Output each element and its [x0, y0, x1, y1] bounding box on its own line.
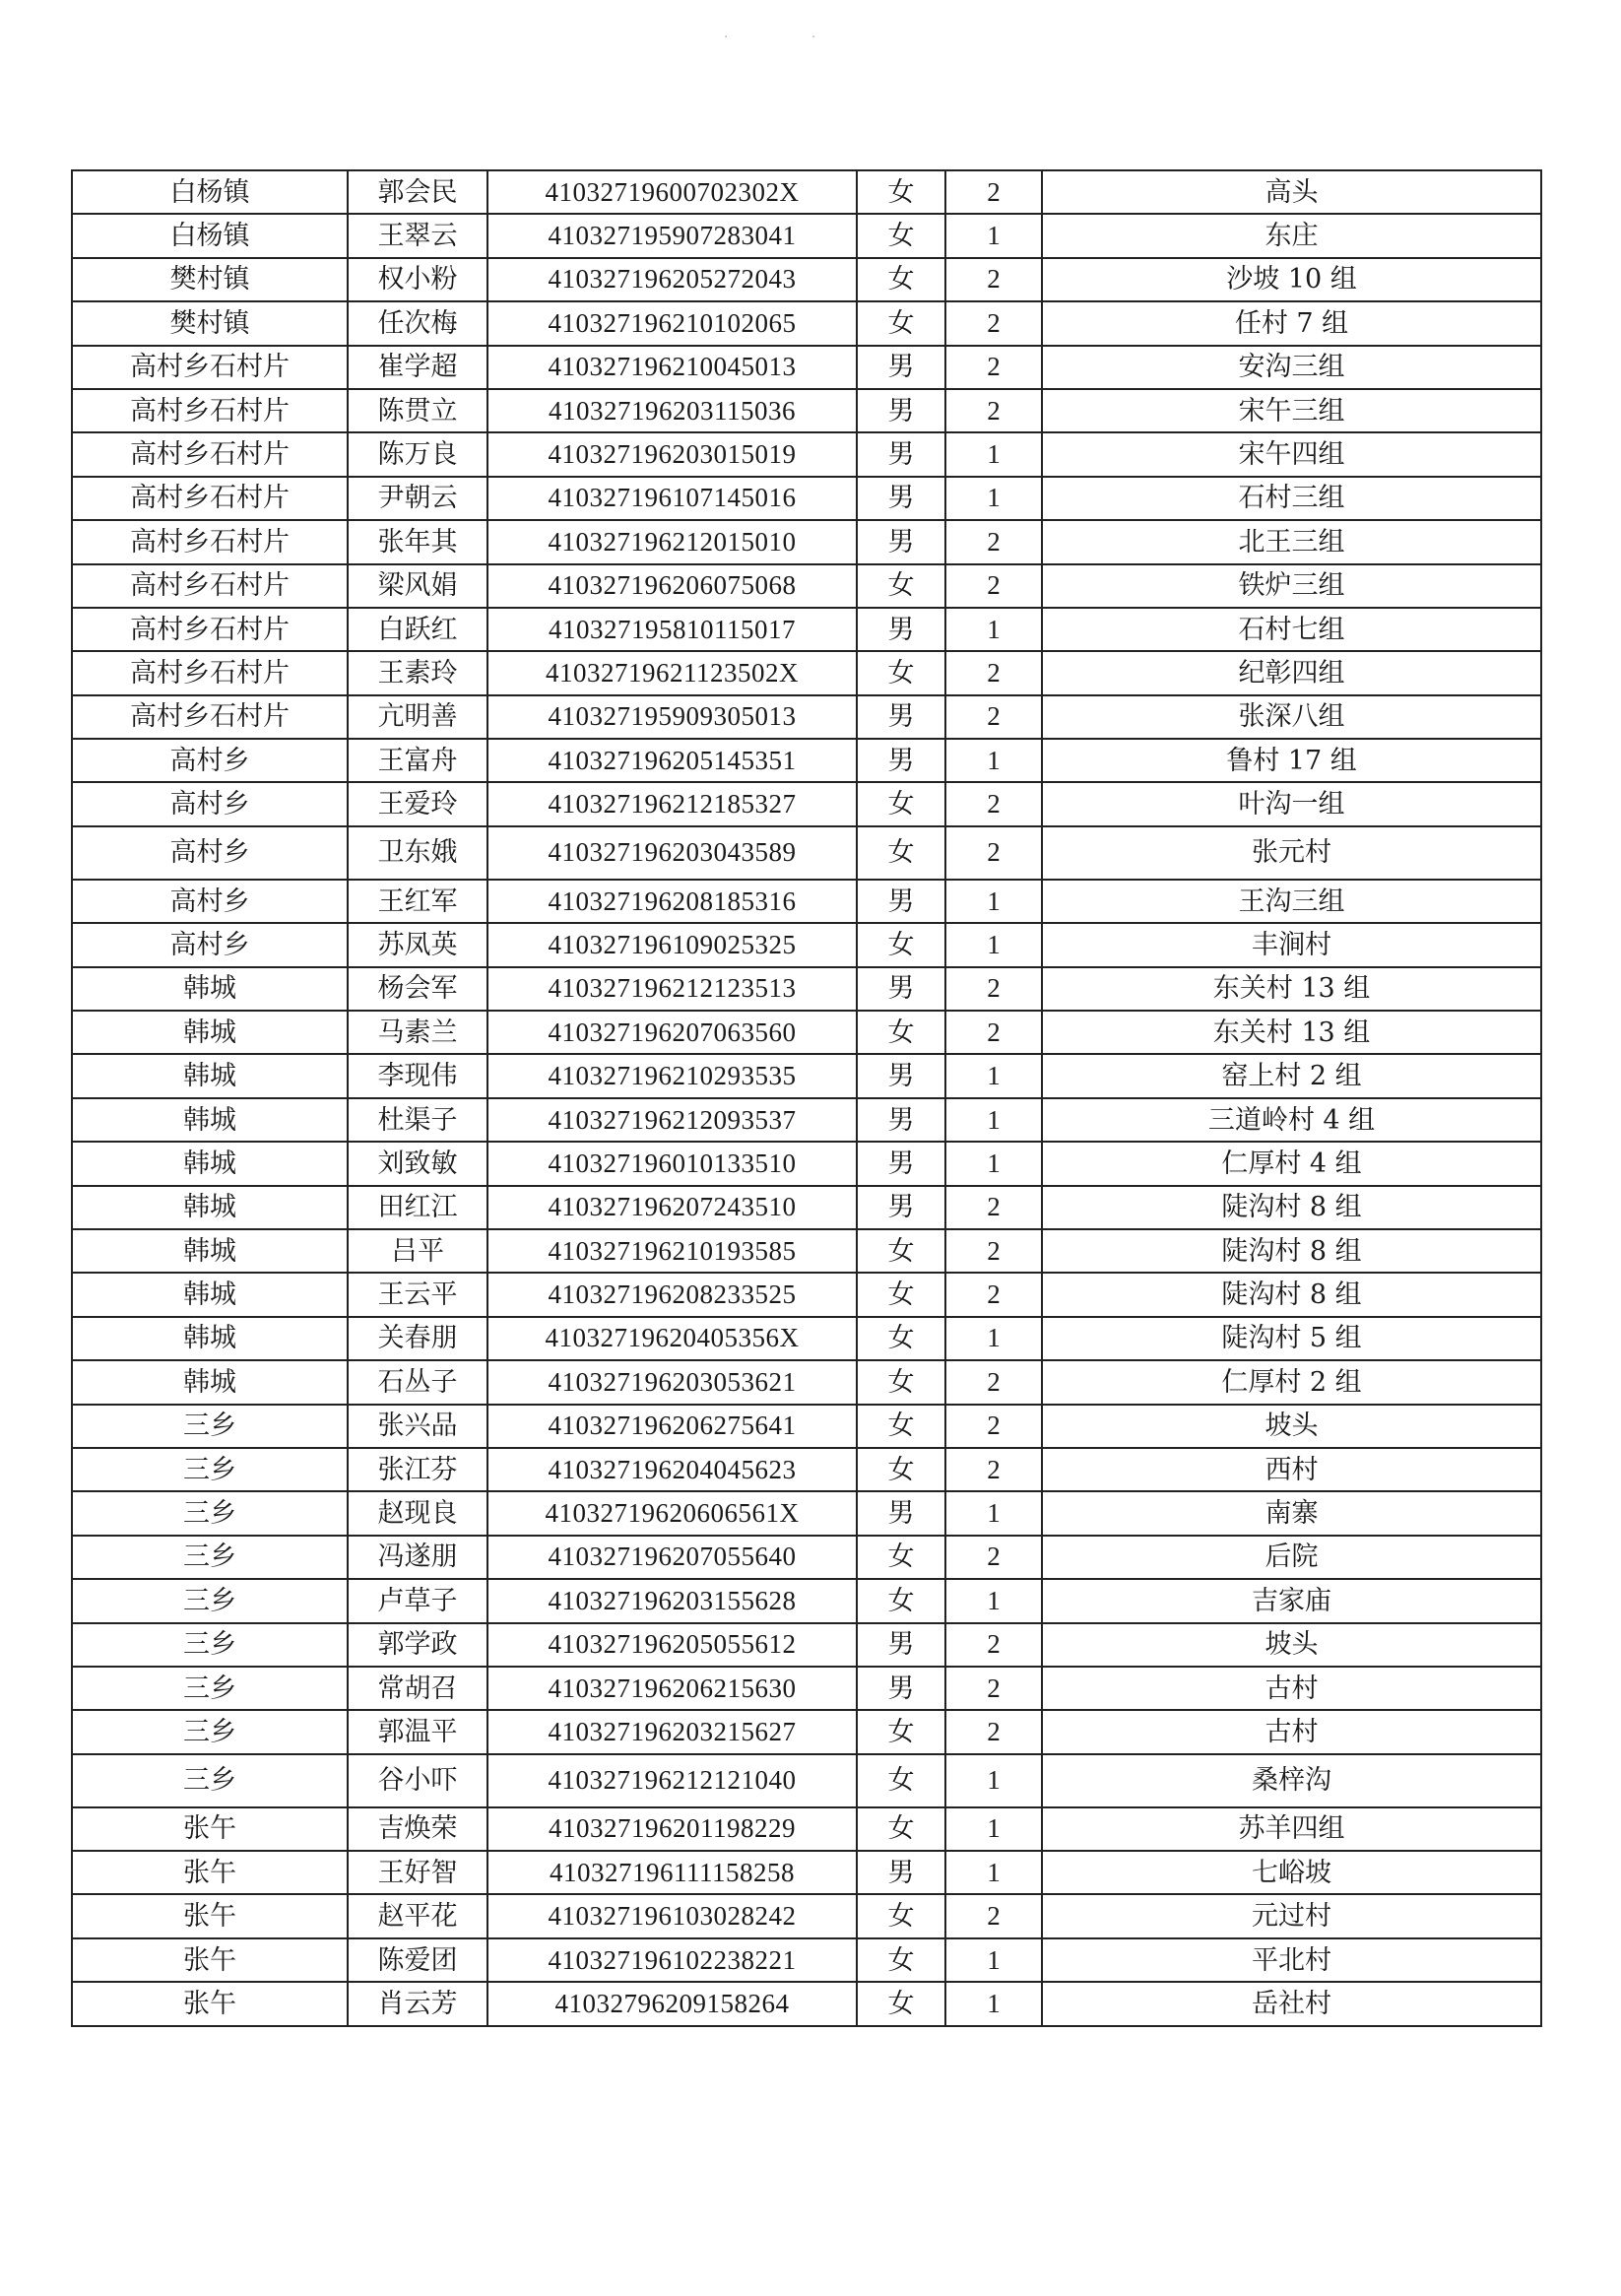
gender-cell: 女: [857, 1710, 945, 1753]
township-cell: 张午: [72, 1982, 348, 2025]
id-number-cell: 410327196203015019: [487, 432, 857, 476]
id-number-cell: 410327196206215630: [487, 1667, 857, 1710]
table-row: [72, 258, 1541, 301]
table-row: [72, 1667, 1541, 1710]
count-cell: 2: [945, 695, 1042, 739]
id-number-cell: 410327196210045013: [487, 346, 857, 389]
name-cell: 白跃红: [348, 608, 487, 651]
table-row: [72, 214, 1541, 257]
gender-cell: 女: [857, 564, 945, 608]
village-cell: 东关村 13 组: [1042, 967, 1541, 1011]
table-row: [72, 739, 1541, 782]
village-cell: 鲁村 17 组: [1042, 739, 1541, 782]
table-row: [72, 695, 1541, 739]
village-cell: 丰涧村: [1042, 923, 1541, 966]
village-cell: 古村: [1042, 1710, 1541, 1753]
township-cell: 三乡: [72, 1579, 348, 1622]
village-cell: 岳社村: [1042, 1982, 1541, 2025]
township-cell: 韩城: [72, 1011, 348, 1054]
township-cell: 韩城: [72, 967, 348, 1011]
village-cell: 南寨: [1042, 1491, 1541, 1535]
village-cell: 叶沟一组: [1042, 782, 1541, 825]
count-cell: 1: [945, 1579, 1042, 1622]
village-cell: 吉家庙: [1042, 1579, 1541, 1622]
count-cell: 1: [945, 477, 1042, 520]
name-cell: 冯遂朋: [348, 1536, 487, 1579]
gender-cell: 男: [857, 1186, 945, 1229]
name-cell: 卫东娥: [348, 826, 487, 880]
gender-cell: 男: [857, 346, 945, 389]
id-number-cell: 410327196203155628: [487, 1579, 857, 1622]
village-cell: 桑梓沟: [1042, 1754, 1541, 1807]
village-cell: 任村 7 组: [1042, 301, 1541, 345]
count-cell: 2: [945, 1623, 1042, 1667]
id-number-cell: 41032719620405356X: [487, 1317, 857, 1360]
township-cell: 高村乡石村片: [72, 695, 348, 739]
name-cell: 王云平: [348, 1273, 487, 1316]
table-row: [72, 1982, 1541, 2025]
count-cell: 2: [945, 1229, 1042, 1273]
village-cell: 陡沟村 8 组: [1042, 1186, 1541, 1229]
gender-cell: 女: [857, 1011, 945, 1054]
township-cell: 韩城: [72, 1054, 348, 1097]
table-row: [72, 1754, 1541, 1807]
gender-cell: 男: [857, 1667, 945, 1710]
township-cell: 三乡: [72, 1405, 348, 1448]
id-number-cell: 410327196203043589: [487, 826, 857, 880]
count-cell: 1: [945, 1807, 1042, 1851]
roster-table: [71, 169, 1542, 2027]
township-cell: 张午: [72, 1851, 348, 1894]
count-cell: 1: [945, 1491, 1042, 1535]
id-number-cell: 410327196208233525: [487, 1273, 857, 1316]
gender-cell: 女: [857, 826, 945, 880]
name-cell: 陈爱团: [348, 1938, 487, 1982]
count-cell: 2: [945, 520, 1042, 563]
village-cell: 后院: [1042, 1536, 1541, 1579]
count-cell: 1: [945, 1098, 1042, 1142]
gender-cell: 女: [857, 1982, 945, 2025]
table-row: [72, 608, 1541, 651]
township-cell: 高村乡石村片: [72, 346, 348, 389]
gender-cell: 女: [857, 1317, 945, 1360]
id-number-cell: 410327196205055612: [487, 1623, 857, 1667]
table-row: [72, 1894, 1541, 1937]
table-row: [72, 1938, 1541, 1982]
gender-cell: 女: [857, 170, 945, 214]
gender-cell: 女: [857, 1360, 945, 1404]
village-cell: 王沟三组: [1042, 880, 1541, 923]
table-row: [72, 432, 1541, 476]
count-cell: 2: [945, 1667, 1042, 1710]
table-row: [72, 1360, 1541, 1404]
village-cell: 安沟三组: [1042, 346, 1541, 389]
id-number-cell: 410327196205272043: [487, 258, 857, 301]
count-cell: 1: [945, 1851, 1042, 1894]
id-number-cell: 410327196203053621: [487, 1360, 857, 1404]
id-number-cell: 410327196206275641: [487, 1405, 857, 1448]
gender-cell: 男: [857, 389, 945, 432]
township-cell: 三乡: [72, 1491, 348, 1535]
table-row: [72, 826, 1541, 880]
village-cell: 张深八组: [1042, 695, 1541, 739]
gender-cell: 男: [857, 967, 945, 1011]
township-cell: 高村乡石村片: [72, 520, 348, 563]
id-number-cell: 410327196210293535: [487, 1054, 857, 1097]
village-cell: 苏羊四组: [1042, 1807, 1541, 1851]
township-cell: 张午: [72, 1807, 348, 1851]
name-cell: 王好智: [348, 1851, 487, 1894]
table-row: [72, 1098, 1541, 1142]
gender-cell: 女: [857, 782, 945, 825]
township-cell: 三乡: [72, 1710, 348, 1753]
village-cell: 仁厚村 4 组: [1042, 1142, 1541, 1185]
id-number-cell: 410327196212123513: [487, 967, 857, 1011]
township-cell: 樊村镇: [72, 258, 348, 301]
count-cell: 1: [945, 880, 1042, 923]
village-cell: 仁厚村 2 组: [1042, 1360, 1541, 1404]
name-cell: 张年其: [348, 520, 487, 563]
gender-cell: 男: [857, 880, 945, 923]
id-number-cell: 410327196107145016: [487, 477, 857, 520]
gender-cell: 男: [857, 1054, 945, 1097]
township-cell: 韩城: [72, 1186, 348, 1229]
gender-cell: 男: [857, 477, 945, 520]
id-number-cell: 410327196210193585: [487, 1229, 857, 1273]
count-cell: 1: [945, 1317, 1042, 1360]
village-cell: 陡沟村 5 组: [1042, 1317, 1541, 1360]
id-number-cell: 410327195907283041: [487, 214, 857, 257]
gender-cell: 男: [857, 1142, 945, 1185]
gender-cell: 女: [857, 1754, 945, 1807]
gender-cell: 男: [857, 1098, 945, 1142]
table-row: [72, 1273, 1541, 1316]
id-number-cell: 410327196109025325: [487, 923, 857, 966]
name-cell: 崔学超: [348, 346, 487, 389]
id-number-cell: 410327196203115036: [487, 389, 857, 432]
id-number-cell: 41032796209158264: [487, 1982, 857, 2025]
name-cell: 赵现良: [348, 1491, 487, 1535]
name-cell: 梁风娟: [348, 564, 487, 608]
gender-cell: 男: [857, 608, 945, 651]
name-cell: 关春朋: [348, 1317, 487, 1360]
village-cell: 高头: [1042, 170, 1541, 214]
count-cell: 1: [945, 1982, 1042, 2025]
village-cell: 平北村: [1042, 1938, 1541, 1982]
table-row: [72, 1710, 1541, 1753]
village-cell: 石村七组: [1042, 608, 1541, 651]
id-number-cell: 410327196201198229: [487, 1807, 857, 1851]
id-number-cell: 410327196010133510: [487, 1142, 857, 1185]
name-cell: 张江芬: [348, 1448, 487, 1491]
table-row: [72, 880, 1541, 923]
table-row: [72, 651, 1541, 694]
township-cell: 高村乡石村片: [72, 477, 348, 520]
table-row: [72, 923, 1541, 966]
township-cell: 高村乡石村片: [72, 389, 348, 432]
id-number-cell: 410327195810115017: [487, 608, 857, 651]
count-cell: 1: [945, 1754, 1042, 1807]
table-row: [72, 1807, 1541, 1851]
gender-cell: 男: [857, 432, 945, 476]
name-cell: 卢草子: [348, 1579, 487, 1622]
township-cell: 高村乡石村片: [72, 564, 348, 608]
count-cell: 2: [945, 1710, 1042, 1753]
table-row: [72, 170, 1541, 214]
table-row: [72, 346, 1541, 389]
name-cell: 王富舟: [348, 739, 487, 782]
gender-cell: 女: [857, 1448, 945, 1491]
table-row: [72, 1229, 1541, 1273]
table-row: [72, 477, 1541, 520]
village-cell: 元过村: [1042, 1894, 1541, 1937]
gender-cell: 女: [857, 1807, 945, 1851]
name-cell: 苏凤英: [348, 923, 487, 966]
name-cell: 王翠云: [348, 214, 487, 257]
gender-cell: 女: [857, 1938, 945, 1982]
count-cell: 2: [945, 651, 1042, 694]
name-cell: 郭温平: [348, 1710, 487, 1753]
id-number-cell: 410327196207063560: [487, 1011, 857, 1054]
township-cell: 韩城: [72, 1142, 348, 1185]
count-cell: 2: [945, 346, 1042, 389]
name-cell: 权小粉: [348, 258, 487, 301]
name-cell: 郭会民: [348, 170, 487, 214]
village-cell: 张元村: [1042, 826, 1541, 880]
count-cell: 2: [945, 1405, 1042, 1448]
township-cell: 韩城: [72, 1229, 348, 1273]
id-number-cell: 410327195909305013: [487, 695, 857, 739]
count-cell: 2: [945, 826, 1042, 880]
township-cell: 樊村镇: [72, 301, 348, 345]
gender-cell: 女: [857, 651, 945, 694]
name-cell: 刘致敏: [348, 1142, 487, 1185]
id-number-cell: 410327196207243510: [487, 1186, 857, 1229]
gender-cell: 男: [857, 695, 945, 739]
table-row: [72, 1186, 1541, 1229]
gender-cell: 女: [857, 1894, 945, 1937]
id-number-cell: 41032719621123502X: [487, 651, 857, 694]
gender-cell: 男: [857, 1491, 945, 1535]
table-row: [72, 1142, 1541, 1185]
id-number-cell: 410327196203215627: [487, 1710, 857, 1753]
village-cell: 陡沟村 8 组: [1042, 1229, 1541, 1273]
name-cell: 杜渠子: [348, 1098, 487, 1142]
name-cell: 谷小吓: [348, 1754, 487, 1807]
village-cell: 沙坡 10 组: [1042, 258, 1541, 301]
name-cell: 亢明善: [348, 695, 487, 739]
id-number-cell: 410327196111158258: [487, 1851, 857, 1894]
village-cell: 西村: [1042, 1448, 1541, 1491]
count-cell: 2: [945, 967, 1042, 1011]
village-cell: 三道岭村 4 组: [1042, 1098, 1541, 1142]
id-number-cell: 410327196212185327: [487, 782, 857, 825]
name-cell: 任次梅: [348, 301, 487, 345]
township-cell: 白杨镇: [72, 170, 348, 214]
township-cell: 高村乡石村片: [72, 432, 348, 476]
township-cell: 韩城: [72, 1273, 348, 1316]
count-cell: 1: [945, 608, 1042, 651]
village-cell: 北王三组: [1042, 520, 1541, 563]
table-row: [72, 1448, 1541, 1491]
name-cell: 吉焕荣: [348, 1807, 487, 1851]
name-cell: 田红江: [348, 1186, 487, 1229]
village-cell: 古村: [1042, 1667, 1541, 1710]
count-cell: 1: [945, 739, 1042, 782]
count-cell: 2: [945, 301, 1042, 345]
table-row: [72, 520, 1541, 563]
id-number-cell: 410327196103028242: [487, 1894, 857, 1937]
name-cell: 石丛子: [348, 1360, 487, 1404]
gender-cell: 女: [857, 923, 945, 966]
roster-sheet: [71, 169, 1528, 2027]
township-cell: 白杨镇: [72, 214, 348, 257]
village-cell: 东庄: [1042, 214, 1541, 257]
name-cell: 常胡召: [348, 1667, 487, 1710]
id-number-cell: 410327196206075068: [487, 564, 857, 608]
name-cell: 赵平花: [348, 1894, 487, 1937]
count-cell: 1: [945, 432, 1042, 476]
table-row: [72, 1579, 1541, 1622]
gender-cell: 男: [857, 739, 945, 782]
count-cell: 1: [945, 923, 1042, 966]
village-cell: 七峪坡: [1042, 1851, 1541, 1894]
name-cell: 肖云芳: [348, 1982, 487, 2025]
id-number-cell: 410327196212093537: [487, 1098, 857, 1142]
count-cell: 2: [945, 170, 1042, 214]
name-cell: 王素玲: [348, 651, 487, 694]
scan-speck-marks: · ·: [724, 30, 856, 45]
count-cell: 2: [945, 1448, 1042, 1491]
township-cell: 高村乡石村片: [72, 608, 348, 651]
table-row: [72, 564, 1541, 608]
table-row: [72, 782, 1541, 825]
name-cell: 郭学政: [348, 1623, 487, 1667]
village-cell: 坡头: [1042, 1623, 1541, 1667]
name-cell: 张兴品: [348, 1405, 487, 1448]
township-cell: 高村乡: [72, 739, 348, 782]
township-cell: 三乡: [72, 1448, 348, 1491]
name-cell: 李现伟: [348, 1054, 487, 1097]
gender-cell: 女: [857, 1579, 945, 1622]
gender-cell: 女: [857, 214, 945, 257]
id-number-cell: 410327196212015010: [487, 520, 857, 563]
village-cell: 纪彰四组: [1042, 651, 1541, 694]
township-cell: 韩城: [72, 1317, 348, 1360]
village-cell: 石村三组: [1042, 477, 1541, 520]
count-cell: 1: [945, 1142, 1042, 1185]
roster-table-body: [72, 170, 1541, 2026]
id-number-cell: 41032719600702302X: [487, 170, 857, 214]
id-number-cell: 41032719620606561X: [487, 1491, 857, 1535]
id-number-cell: 410327196210102065: [487, 301, 857, 345]
id-number-cell: 410327196204045623: [487, 1448, 857, 1491]
village-cell: 东关村 13 组: [1042, 1011, 1541, 1054]
township-cell: 三乡: [72, 1667, 348, 1710]
table-row: [72, 967, 1541, 1011]
village-cell: 铁炉三组: [1042, 564, 1541, 608]
name-cell: 尹朝云: [348, 477, 487, 520]
gender-cell: 女: [857, 301, 945, 345]
id-number-cell: 410327196212121040: [487, 1754, 857, 1807]
village-cell: 宋午三组: [1042, 389, 1541, 432]
township-cell: 三乡: [72, 1536, 348, 1579]
township-cell: 韩城: [72, 1098, 348, 1142]
id-number-cell: 410327196102238221: [487, 1938, 857, 1982]
id-number-cell: 410327196207055640: [487, 1536, 857, 1579]
village-cell: 宋午四组: [1042, 432, 1541, 476]
table-row: [72, 301, 1541, 345]
table-row: [72, 1491, 1541, 1535]
count-cell: 1: [945, 214, 1042, 257]
gender-cell: 女: [857, 258, 945, 301]
table-row: [72, 1623, 1541, 1667]
township-cell: 张午: [72, 1938, 348, 1982]
count-cell: 2: [945, 1011, 1042, 1054]
count-cell: 2: [945, 1273, 1042, 1316]
table-row: [72, 1054, 1541, 1097]
name-cell: 陈贯立: [348, 389, 487, 432]
township-cell: 高村乡: [72, 826, 348, 880]
count-cell: 2: [945, 1186, 1042, 1229]
table-row: [72, 1536, 1541, 1579]
township-cell: 张午: [72, 1894, 348, 1937]
village-cell: 陡沟村 8 组: [1042, 1273, 1541, 1316]
id-number-cell: 410327196208185316: [487, 880, 857, 923]
id-number-cell: 410327196205145351: [487, 739, 857, 782]
gender-cell: 男: [857, 520, 945, 563]
name-cell: 王红军: [348, 880, 487, 923]
village-cell: 窑上村 2 组: [1042, 1054, 1541, 1097]
count-cell: 2: [945, 258, 1042, 301]
name-cell: 马素兰: [348, 1011, 487, 1054]
name-cell: 杨会军: [348, 967, 487, 1011]
count-cell: 2: [945, 1536, 1042, 1579]
table-row: [72, 389, 1541, 432]
township-cell: 高村乡: [72, 782, 348, 825]
count-cell: 2: [945, 564, 1042, 608]
name-cell: 王爱玲: [348, 782, 487, 825]
count-cell: 1: [945, 1054, 1042, 1097]
gender-cell: 男: [857, 1623, 945, 1667]
count-cell: 1: [945, 1938, 1042, 1982]
name-cell: 吕平: [348, 1229, 487, 1273]
count-cell: 2: [945, 1894, 1042, 1937]
count-cell: 2: [945, 389, 1042, 432]
gender-cell: 女: [857, 1229, 945, 1273]
gender-cell: 女: [857, 1273, 945, 1316]
village-cell: 坡头: [1042, 1405, 1541, 1448]
table-row: [72, 1011, 1541, 1054]
township-cell: 三乡: [72, 1623, 348, 1667]
table-row: [72, 1405, 1541, 1448]
gender-cell: 女: [857, 1405, 945, 1448]
count-cell: 2: [945, 782, 1042, 825]
township-cell: 韩城: [72, 1360, 348, 1404]
township-cell: 三乡: [72, 1754, 348, 1807]
township-cell: 高村乡: [72, 880, 348, 923]
township-cell: 高村乡石村片: [72, 651, 348, 694]
table-row: [72, 1317, 1541, 1360]
name-cell: 陈万良: [348, 432, 487, 476]
count-cell: 2: [945, 1360, 1042, 1404]
township-cell: 高村乡: [72, 923, 348, 966]
gender-cell: 男: [857, 1851, 945, 1894]
table-row: [72, 1851, 1541, 1894]
gender-cell: 女: [857, 1536, 945, 1579]
